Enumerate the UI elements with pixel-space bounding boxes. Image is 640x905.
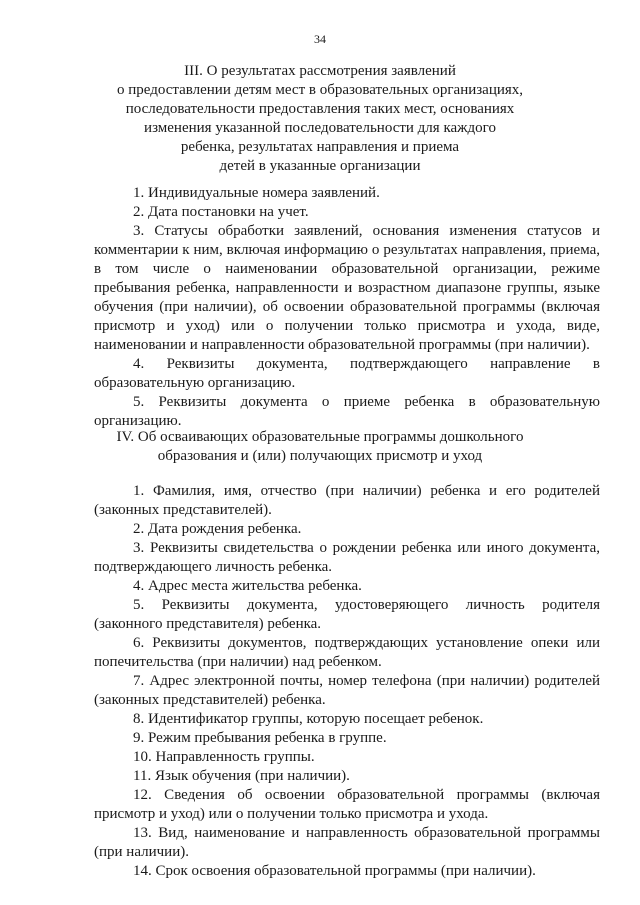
- list-item: 11. Язык обучения (при наличии).: [133, 768, 350, 784]
- list-item: 5. Реквизиты документа о приеме ребенка в образовательную организацию.: [94, 394, 600, 429]
- list-item: 6. Реквизиты документов, подтверждающих установление опеки или попечительства (при наличии) над ребенком.: [94, 635, 600, 670]
- section-4-title-line: образования и (или) получающих присмотр и уход: [157, 448, 483, 464]
- section-4-list: [94, 482, 600, 881]
- list-item: 9. Режим пребывания ребенка в группе.: [133, 730, 387, 746]
- list-item: 13. Вид, наименование и направленность образовательной программы (при наличии).: [94, 825, 600, 860]
- list-item: 3. Реквизиты свидетельства о рождении ребенка или иного документа, подтверждающего личность ребенка.: [94, 540, 600, 575]
- list-item: 5. Реквизиты документа, удостоверяющего личность родителя (законного представителя) ребенка.: [94, 597, 600, 632]
- list-item: 1. Фамилия, имя, отчество (при наличии) ребенка и его родителей (законных представителей).: [94, 483, 600, 518]
- section-3-title-line: ребенка, результатах направления и приема: [180, 139, 460, 155]
- section-3-title-line: последовательности предоставления таких мест, основаниях: [125, 101, 515, 117]
- list-item: 14. Срок освоения образовательной программы (при наличии).: [133, 863, 536, 879]
- list-item: 2. Дата рождения ребенка.: [133, 521, 302, 537]
- section-3-title-line: детей в указанные организации: [219, 158, 421, 174]
- list-item: 10. Направленность группы.: [133, 749, 315, 765]
- list-item: 12. Сведения об освоении образовательной программы (включая присмотр и уход) или о получении только присмотра и ухода.: [94, 787, 600, 822]
- list-item: 2. Дата постановки на учет.: [133, 204, 309, 220]
- list-item: 4. Адрес места жительства ребенка.: [133, 578, 362, 594]
- list-item: 3. Статусы обработки заявлений, основания изменения статусов и комментарии к ним, включая информацию о результатах направления, приема, в том числе о наименовании образовательной организации, режиме пребывания ребенка, направленности и возрастном диапазоне группы, языке обучения (при наличии), об освоении образовательной программы (включая присмотр и уход) или о получении только присмотра и ухода, виде, наименовании и направленности образовательной программы (при наличии).: [94, 223, 600, 353]
- section-3-title-line: III. О результатах рассмотрения заявлений: [184, 63, 456, 79]
- list-item: 8. Идентификатор группы, которую посещает ребенок.: [133, 711, 484, 727]
- list-item: 7. Адрес электронной почты, номер телефона (при наличии) родителей (законных представителей) ребенка.: [94, 673, 600, 708]
- section-3-list: [94, 184, 600, 431]
- page-number: 34: [314, 32, 326, 46]
- section-4-title: [0, 428, 640, 466]
- section-3-title-line: о предоставлении детям мест в образовательных организациях,: [116, 82, 524, 98]
- section-3-title-line: изменения указанной последовательности для каждого: [144, 120, 496, 136]
- list-item: 4. Реквизиты документа, подтверждающего направление в образовательную организацию.: [94, 356, 600, 391]
- section-3-title: [0, 62, 640, 176]
- section-4-title-line: IV. Об осваивающих образовательные программы дошкольного: [116, 429, 524, 445]
- list-item: 1. Индивидуальные номера заявлений.: [133, 185, 380, 201]
